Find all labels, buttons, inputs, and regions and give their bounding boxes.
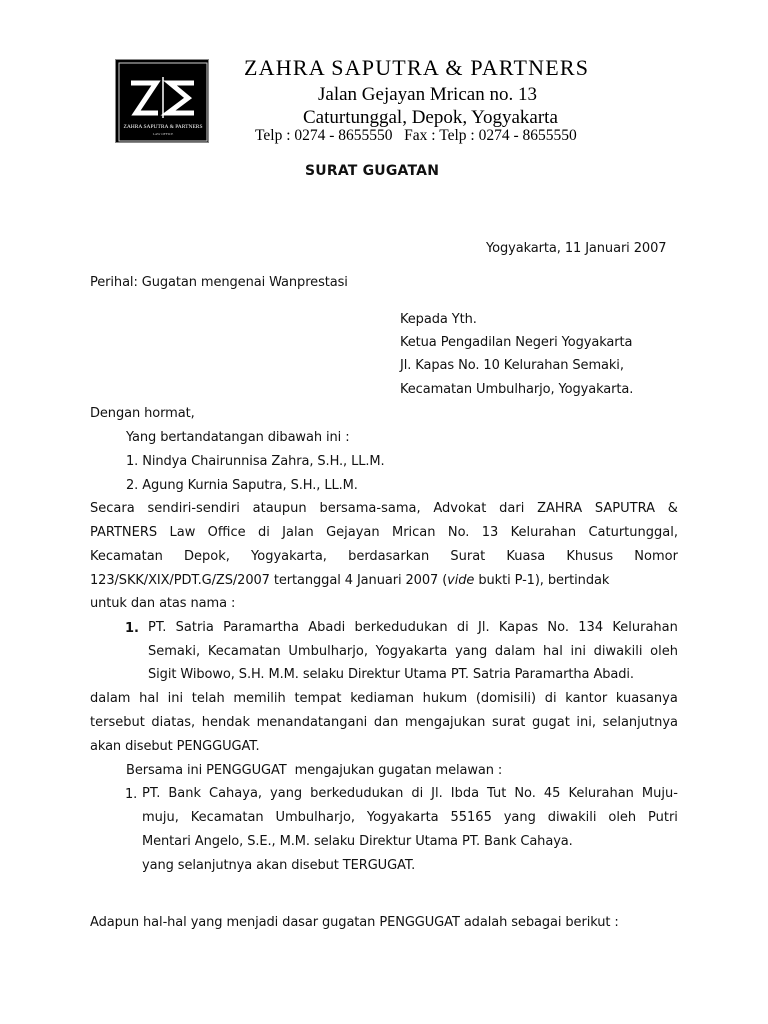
word: muju, — [142, 810, 179, 825]
word: diwakili — [593, 644, 643, 659]
paragraph-line — [90, 691, 678, 706]
word: SAPUTRA — [594, 501, 655, 516]
subject-line: Perihal: Gugatan mengenai Wanprestasi — [90, 275, 348, 290]
word: telah — [191, 691, 225, 706]
firm-logo — [115, 59, 209, 143]
word: tersebut — [90, 715, 145, 730]
word: diatas, — [151, 715, 196, 730]
word: Khusus — [566, 549, 614, 564]
word: sendiri-sendiri — [147, 501, 240, 516]
place-date: Yogyakarta, 11 Januari 2007 — [486, 241, 667, 256]
word: diwakili — [547, 810, 597, 825]
signatory-item: 2. Agung Kurnia Saputra, S.H., LL.M. — [126, 478, 358, 493]
word: selanjutnya — [602, 715, 678, 730]
word: No. — [547, 620, 570, 635]
word: & — [667, 501, 678, 516]
word: dan — [373, 715, 399, 730]
word: Mrican — [391, 525, 436, 540]
word: ZAHRA — [537, 501, 583, 516]
word: Caturtunggal, — [588, 525, 678, 540]
word: Yogyakarta, — [251, 549, 327, 564]
word: Ibda — [450, 786, 480, 801]
word: 55165 — [450, 810, 492, 825]
word: yang — [455, 644, 488, 659]
word: dalam — [90, 691, 131, 706]
paragraph-line — [90, 501, 678, 516]
word: gugat — [531, 715, 570, 730]
address-line-2: Caturtunggal, Depok, Yogyakarta — [303, 107, 558, 128]
word: hal — [139, 691, 159, 706]
word: Umbulharjo, — [275, 810, 356, 825]
recipient-line: Kecamatan Umbulharjo, Yogyakarta. — [400, 382, 634, 397]
word: hukum — [422, 691, 468, 706]
word: yang — [270, 786, 303, 801]
word: 45 — [543, 786, 561, 801]
word: dari — [499, 501, 525, 516]
document-title: SURAT GUGATAN — [305, 163, 440, 179]
word: Office — [207, 525, 246, 540]
against-intro: Bersama ini PENGGUGAT mengajukan gugatan melawan : — [126, 763, 503, 778]
word: Umbulharjo, — [288, 644, 368, 659]
firm-name: ZAHRA SAPUTRA & PARTNERS — [244, 55, 590, 80]
signatories-intro: Yang bertandatangan dibawah ini : — [126, 430, 350, 445]
word: Jl. — [478, 620, 490, 635]
word: berkedudukan — [310, 786, 404, 801]
word: bersama-sama, — [319, 501, 421, 516]
word: Semaki, — [148, 644, 201, 659]
logo-subcaption: LAW OFFICE — [152, 132, 174, 136]
word: berdasarkan — [348, 549, 430, 564]
recipient-line: Ketua Pengadilan Negeri Yogyakarta — [400, 335, 633, 350]
word: PT. — [148, 620, 167, 635]
logo-caption: ZAHRA SAPUTRA & PARTNERS — [123, 124, 203, 130]
word: Surat — [450, 549, 486, 564]
word: Secara — [90, 501, 135, 516]
word: dalam — [494, 644, 536, 659]
word: (domisili) — [475, 691, 537, 706]
word: tempat — [294, 691, 342, 706]
plaintiff-line — [148, 644, 678, 659]
word: Gejayan — [326, 525, 380, 540]
word: ini — [167, 691, 184, 706]
defendant-line — [142, 810, 678, 825]
word: ini — [570, 644, 586, 659]
word: surat — [491, 715, 526, 730]
plaintiff-number: 1. — [125, 621, 139, 636]
word: Paramartha — [223, 620, 299, 635]
word: hal — [543, 644, 563, 659]
recipient-line: Jl. Kapas No. 10 Kelurahan Semaki, — [400, 358, 624, 373]
word: ini, — [576, 715, 596, 730]
word: Kecamatan — [190, 810, 264, 825]
word: kediaman — [350, 691, 414, 706]
word: Yogyakarta — [366, 810, 439, 825]
word: Putri — [648, 810, 678, 825]
address-line-1: Jalan Gejayan Mrican no. 13 — [318, 84, 537, 105]
word: kuasanya — [615, 691, 678, 706]
word: Jl. — [431, 786, 443, 801]
closing-line: Adapun hal-hal yang menjadi dasar gugatan PENGGUGAT adalah sebagai berikut : — [90, 915, 619, 930]
phone-fax-line: Telp : 0274 - 8655550 Fax : Telp : 0274 - 8655550 — [255, 127, 577, 144]
paragraph-line — [90, 549, 678, 564]
word: Abadi — [308, 620, 346, 635]
word: Yogyakarta — [375, 644, 448, 659]
word: hendak — [201, 715, 251, 730]
word: memilih — [233, 691, 286, 706]
word: yang — [503, 810, 536, 825]
word: mengajukan — [404, 715, 486, 730]
defendant-line: Mentari Angelo, S.E., M.M. selaku Direktur Utama PT. Bank Cahaya. — [142, 834, 573, 849]
word: PARTNERS — [90, 525, 158, 540]
greeting: Dengan hormat, — [90, 406, 195, 421]
word: Nomor — [634, 549, 678, 564]
signatory-item: 1. Nindya Chairunnisa Zahra, S.H., LL.M. — [126, 454, 385, 469]
defendant-note: yang selanjutnya akan disebut TERGUGAT. — [142, 858, 416, 873]
paragraph-line — [90, 525, 678, 540]
word: kantor — [565, 691, 608, 706]
defendant-number: 1. — [125, 787, 138, 802]
word: Kecamatan — [90, 549, 163, 564]
word: di — [456, 620, 469, 635]
paragraph-line: untuk dan atas nama : — [90, 596, 236, 611]
defendant-line — [142, 786, 678, 801]
word: Kecamatan — [207, 644, 281, 659]
word: No. — [447, 525, 470, 540]
word: oleh — [650, 644, 678, 659]
word: Depok, — [184, 549, 230, 564]
word: Kelurahan — [612, 620, 678, 635]
word: di — [257, 525, 270, 540]
recipient-line: Kepada Yth. — [400, 312, 477, 327]
word: Kelurahan — [568, 786, 634, 801]
word: di — [544, 691, 557, 706]
plaintiff-line: Sigit Wibowo, S.H. M.M. selaku Direktur Utama PT. Satria Paramartha Abadi. — [148, 667, 634, 682]
word: Satria — [175, 620, 214, 635]
word: di — [411, 786, 424, 801]
word: Jalan — [282, 525, 314, 540]
word: Kapas — [498, 620, 539, 635]
word: 134 — [578, 620, 604, 635]
word: menandatangani — [256, 715, 368, 730]
word: Law — [169, 525, 196, 540]
word: oleh — [608, 810, 637, 825]
word: No. — [514, 786, 536, 801]
paragraph-line — [90, 715, 678, 730]
word: Kelurahan — [510, 525, 577, 540]
paragraph-line: 123/SKK/XIX/PDT.G/ZS/2007 tertanggal 4 Januari 2007 (vide bukti P-1), bertindak — [90, 573, 610, 588]
word: 13 — [481, 525, 499, 540]
word: Kuasa — [506, 549, 546, 564]
word: Bank — [168, 786, 202, 801]
word: Advokat — [433, 501, 487, 516]
word: PT. — [142, 786, 161, 801]
word: Cahaya, — [209, 786, 263, 801]
plaintiff-line — [148, 620, 678, 635]
paragraph-line: akan disebut PENGGUGAT. — [90, 739, 260, 754]
word: Tut — [487, 786, 507, 801]
word: ataupun — [252, 501, 307, 516]
word: berkedudukan — [354, 620, 448, 635]
word: Muju- — [641, 786, 678, 801]
